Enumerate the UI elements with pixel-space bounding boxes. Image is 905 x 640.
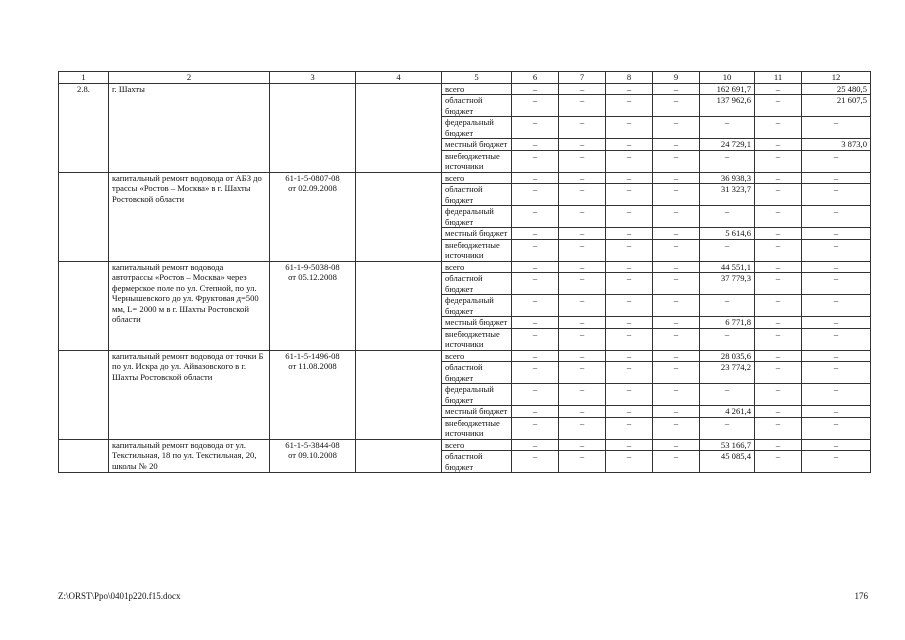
funding-source: федеральный бюджет	[442, 295, 512, 317]
value-col12: –	[802, 239, 871, 261]
value-cell: –	[606, 451, 653, 473]
column-number: 6	[512, 72, 559, 84]
value-cell: –	[606, 261, 653, 273]
value-cell: –	[512, 239, 559, 261]
table-row	[59, 439, 871, 451]
funding-source: областной бюджет	[442, 184, 512, 206]
value-cell: –	[653, 362, 700, 384]
empty-cell	[356, 439, 442, 473]
funding-source: всего	[442, 172, 512, 184]
empty-cell	[356, 350, 442, 439]
value-col10: –	[700, 328, 755, 350]
value-cell: –	[606, 295, 653, 317]
table-row	[59, 350, 871, 362]
item-number	[59, 172, 109, 261]
value-cell: –	[512, 150, 559, 172]
value-cell: –	[653, 439, 700, 451]
value-cell: –	[653, 139, 700, 151]
value-cell: –	[653, 239, 700, 261]
value-cell: –	[512, 362, 559, 384]
funding-source: местный бюджет	[442, 317, 512, 329]
value-col12: –	[802, 317, 871, 329]
conclusion-code: 61-1-5-1496-08	[285, 350, 340, 361]
column-number: 5	[442, 72, 512, 84]
value-cell: –	[755, 384, 802, 406]
value-cell: –	[559, 117, 606, 139]
value-cell: –	[512, 328, 559, 350]
value-cell: –	[606, 417, 653, 439]
value-cell: –	[755, 239, 802, 261]
value-cell: –	[559, 261, 606, 273]
empty-cell	[356, 172, 442, 261]
value-cell: –	[559, 95, 606, 117]
value-cell: –	[755, 95, 802, 117]
item-number	[59, 350, 109, 439]
value-col10: 4 261,4	[700, 406, 755, 418]
value-cell: –	[755, 184, 802, 206]
value-cell: –	[755, 451, 802, 473]
value-cell: –	[512, 184, 559, 206]
value-col12: –	[802, 384, 871, 406]
value-col12: –	[802, 406, 871, 418]
value-col12: –	[802, 295, 871, 317]
value-col12: –	[802, 184, 871, 206]
value-col10: 37 779,3	[700, 273, 755, 295]
funding-source: всего	[442, 261, 512, 273]
value-cell: –	[755, 439, 802, 451]
conclusion-code: 61-1-5-0807-08	[285, 172, 340, 183]
value-cell: –	[606, 206, 653, 228]
value-col10: 28 035,6	[700, 350, 755, 362]
value-cell: –	[653, 451, 700, 473]
investment-table	[58, 71, 871, 473]
value-col10: –	[700, 295, 755, 317]
value-cell: –	[512, 350, 559, 362]
column-number: 3	[270, 72, 356, 84]
funding-source: областной бюджет	[442, 451, 512, 473]
funding-source: федеральный бюджет	[442, 384, 512, 406]
value-col12: –	[802, 350, 871, 362]
file-path: Z:\ORST\Ppo\0401p220.f15.docx	[58, 591, 181, 601]
value-col10: 31 323,7	[700, 184, 755, 206]
value-cell: –	[559, 439, 606, 451]
value-cell: –	[653, 206, 700, 228]
value-col10: 6 771,8	[700, 317, 755, 329]
object-name: капитальный ремонт водовода от АБЗ до трассы «Ростов – Москва» в г. Шахты Ростовской области	[109, 172, 270, 261]
column-number: 10	[700, 72, 755, 84]
value-cell: –	[755, 261, 802, 273]
value-col10: –	[700, 206, 755, 228]
value-cell: –	[606, 117, 653, 139]
value-cell: –	[559, 417, 606, 439]
value-cell: –	[559, 184, 606, 206]
value-cell: –	[559, 83, 606, 95]
value-cell: –	[755, 228, 802, 240]
conclusion-date: от 05.12.2008	[288, 272, 337, 282]
funding-source: областной бюджет	[442, 362, 512, 384]
conclusion-date: от 02.09.2008	[288, 183, 337, 193]
value-cell: –	[755, 406, 802, 418]
value-cell: –	[653, 228, 700, 240]
value-cell: –	[606, 406, 653, 418]
value-col10: 5 614,6	[700, 228, 755, 240]
value-col12: –	[802, 273, 871, 295]
value-cell: –	[755, 117, 802, 139]
column-number: 4	[356, 72, 442, 84]
value-col10: 137 962,6	[700, 95, 755, 117]
funding-source: местный бюджет	[442, 139, 512, 151]
value-col12: –	[802, 150, 871, 172]
value-cell: –	[512, 417, 559, 439]
value-cell: –	[606, 184, 653, 206]
funding-source: всего	[442, 83, 512, 95]
value-cell: –	[653, 417, 700, 439]
value-cell: –	[512, 406, 559, 418]
expertise-conclusion	[270, 439, 356, 473]
empty-cell	[356, 83, 442, 172]
value-col12: –	[802, 206, 871, 228]
value-cell: –	[512, 439, 559, 451]
value-col12: –	[802, 417, 871, 439]
value-cell: –	[755, 273, 802, 295]
value-cell: –	[559, 384, 606, 406]
value-cell: –	[653, 295, 700, 317]
value-cell: –	[512, 273, 559, 295]
value-cell: –	[755, 139, 802, 151]
funding-source: федеральный бюджет	[442, 117, 512, 139]
value-col10: –	[700, 384, 755, 406]
value-cell: –	[559, 273, 606, 295]
page-number: 176	[854, 591, 868, 601]
expertise-conclusion	[270, 261, 356, 350]
conclusion-date: от 11.08.2008	[288, 361, 337, 371]
table-row	[59, 261, 871, 273]
value-col12: 21 607,5	[802, 95, 871, 117]
value-col12: –	[802, 362, 871, 384]
table-row	[59, 172, 871, 184]
value-cell: –	[559, 172, 606, 184]
value-cell: –	[559, 139, 606, 151]
value-cell: –	[606, 362, 653, 384]
value-cell: –	[559, 362, 606, 384]
value-col10: 24 729,1	[700, 139, 755, 151]
conclusion-date: от 09.10.2008	[288, 450, 337, 460]
value-cell: –	[512, 261, 559, 273]
value-cell: –	[559, 150, 606, 172]
value-cell: –	[512, 95, 559, 117]
item-number: 2.8.	[59, 83, 109, 172]
value-col10: 23 774,2	[700, 362, 755, 384]
value-col12: –	[802, 172, 871, 184]
value-cell: –	[606, 172, 653, 184]
item-number	[59, 439, 109, 473]
value-cell: –	[606, 273, 653, 295]
value-cell: –	[512, 384, 559, 406]
value-cell: –	[653, 172, 700, 184]
table-row	[59, 83, 871, 95]
value-cell: –	[653, 184, 700, 206]
value-col12: 25 480,5	[802, 83, 871, 95]
funding-source: областной бюджет	[442, 95, 512, 117]
value-col10: –	[700, 239, 755, 261]
value-col10: 36 938,3	[700, 172, 755, 184]
value-cell: –	[755, 328, 802, 350]
value-cell: –	[755, 150, 802, 172]
funding-source: областной бюджет	[442, 273, 512, 295]
value-cell: –	[512, 139, 559, 151]
value-cell: –	[559, 206, 606, 228]
value-col10: 45 085,4	[700, 451, 755, 473]
object-name: г. Шахты	[109, 83, 270, 172]
value-cell: –	[653, 406, 700, 418]
funding-source: всего	[442, 350, 512, 362]
funding-source: внебюджетные источники	[442, 328, 512, 350]
value-cell: –	[653, 350, 700, 362]
funding-source: всего	[442, 439, 512, 451]
funding-source: внебюджетные источники	[442, 150, 512, 172]
value-col12: –	[802, 261, 871, 273]
value-cell: –	[606, 350, 653, 362]
value-col10: 162 691,7	[700, 83, 755, 95]
value-cell: –	[606, 439, 653, 451]
value-cell: –	[512, 83, 559, 95]
funding-source: внебюджетные источники	[442, 417, 512, 439]
value-cell: –	[755, 172, 802, 184]
value-cell: –	[512, 117, 559, 139]
value-cell: –	[606, 384, 653, 406]
item-number	[59, 261, 109, 350]
expertise-conclusion	[270, 172, 356, 261]
value-cell: –	[512, 228, 559, 240]
expertise-conclusion	[270, 83, 356, 172]
column-number: 11	[755, 72, 802, 84]
value-col12: –	[802, 328, 871, 350]
column-number: 12	[802, 72, 871, 84]
value-cell: –	[653, 273, 700, 295]
object-name: капитальный ремонт водовода от точки Б по ул. Искра до ул. Айвазовского в г. Шахты Ростовской области	[109, 350, 270, 439]
value-cell: –	[606, 83, 653, 95]
conclusion-code: 61-1-9-5038-08	[285, 261, 340, 272]
value-cell: –	[653, 261, 700, 273]
value-cell: –	[606, 150, 653, 172]
object-name: капитальный ремонт водовода автотрассы «Ростов – Москва» через фермерское поле по ул. Степной, по ул. Чернышевского до ул. Фруктовая д=500 мм, L= 2000 м в г. Шахты Ростовской области	[109, 261, 270, 350]
object-name: капитальный ремонт водовода от ул. Текстильная, 18 по ул. Текстильная, 20, школы № 20	[109, 439, 270, 473]
value-cell: –	[653, 117, 700, 139]
value-cell: –	[559, 451, 606, 473]
value-cell: –	[653, 317, 700, 329]
value-cell: –	[606, 328, 653, 350]
empty-cell	[356, 261, 442, 350]
value-cell: –	[653, 83, 700, 95]
value-cell: –	[559, 406, 606, 418]
value-cell: –	[559, 239, 606, 261]
value-col12: 3 873,0	[802, 139, 871, 151]
value-cell: –	[559, 328, 606, 350]
value-col10: –	[700, 117, 755, 139]
column-number: 1	[59, 72, 109, 84]
value-cell: –	[755, 362, 802, 384]
value-cell: –	[653, 150, 700, 172]
funding-source: федеральный бюджет	[442, 206, 512, 228]
value-col12: –	[802, 117, 871, 139]
value-cell: –	[606, 95, 653, 117]
value-cell: –	[606, 239, 653, 261]
value-cell: –	[559, 295, 606, 317]
value-cell: –	[653, 328, 700, 350]
value-col12: –	[802, 451, 871, 473]
value-cell: –	[755, 295, 802, 317]
value-col10: 44 551,1	[700, 261, 755, 273]
value-cell: –	[755, 317, 802, 329]
funding-source: внебюджетные источники	[442, 239, 512, 261]
funding-source: местный бюджет	[442, 406, 512, 418]
value-cell: –	[512, 295, 559, 317]
value-cell: –	[559, 317, 606, 329]
header-row	[59, 72, 871, 84]
value-col12: –	[802, 228, 871, 240]
value-cell: –	[512, 451, 559, 473]
value-cell: –	[512, 172, 559, 184]
column-number: 8	[606, 72, 653, 84]
column-number: 2	[109, 72, 270, 84]
value-cell: –	[755, 417, 802, 439]
value-cell: –	[559, 228, 606, 240]
value-cell: –	[755, 206, 802, 228]
value-col10: 53 166,7	[700, 439, 755, 451]
expertise-conclusion	[270, 350, 356, 439]
value-cell: –	[755, 83, 802, 95]
column-number: 7	[559, 72, 606, 84]
value-cell: –	[512, 206, 559, 228]
value-cell: –	[653, 95, 700, 117]
column-number: 9	[653, 72, 700, 84]
value-col10: –	[700, 417, 755, 439]
value-cell: –	[512, 317, 559, 329]
value-col12: –	[802, 439, 871, 451]
funding-source: местный бюджет	[442, 228, 512, 240]
value-cell: –	[606, 139, 653, 151]
value-cell: –	[606, 228, 653, 240]
value-cell: –	[606, 317, 653, 329]
value-cell: –	[755, 350, 802, 362]
conclusion-code: 61-1-5-3844-08	[285, 439, 340, 450]
value-cell: –	[653, 384, 700, 406]
value-col10: –	[700, 150, 755, 172]
value-cell: –	[559, 350, 606, 362]
